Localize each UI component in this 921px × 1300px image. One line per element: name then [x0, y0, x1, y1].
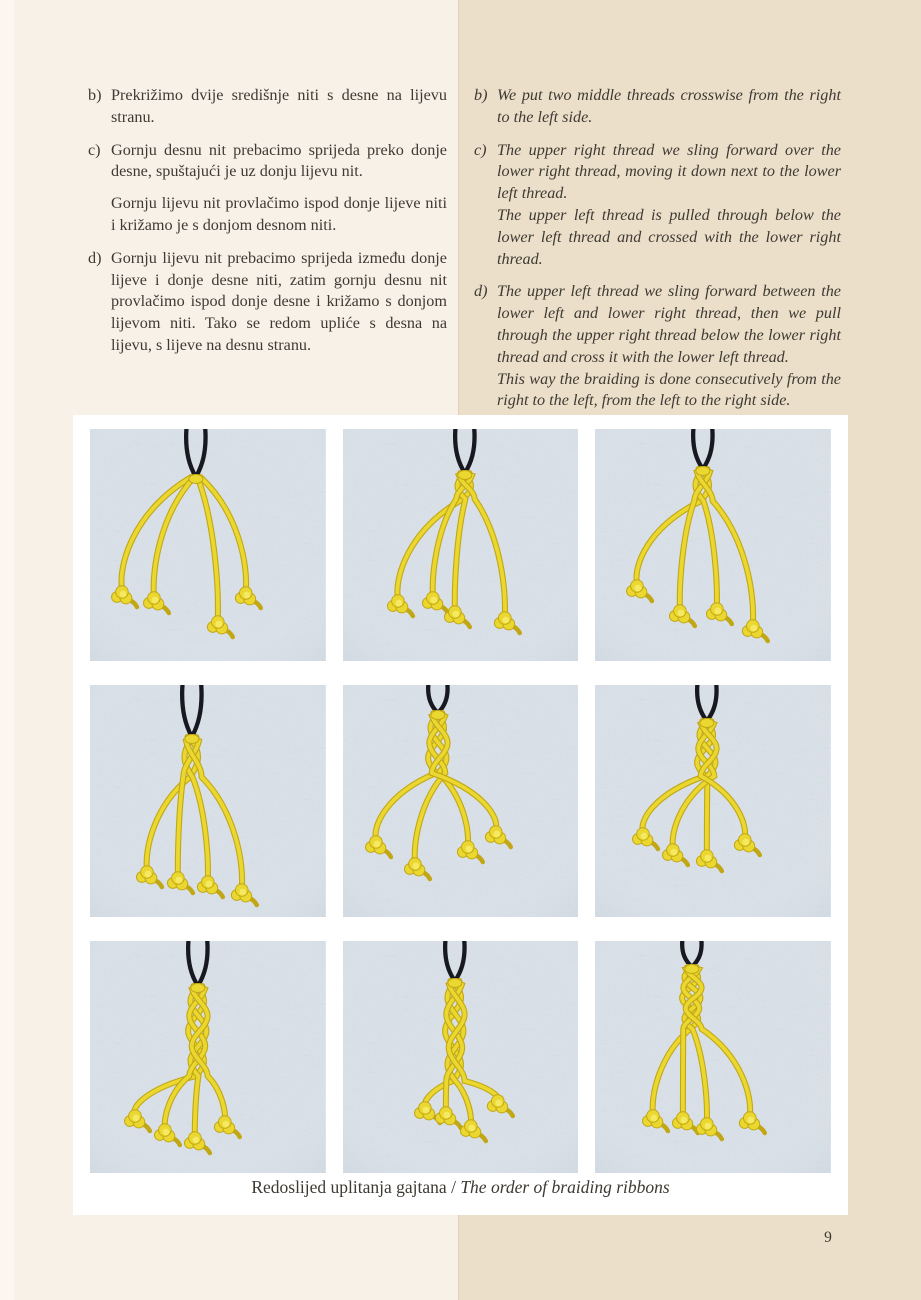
instruction-item-hr-d: [88, 248, 447, 357]
braiding-step-3: [595, 429, 831, 661]
instruction-paragraph: The upper right thread we sling forward over the lower right thread, moving it down next to the lower left thread.: [497, 140, 841, 203]
instruction-paragraph: Gornju lijevu nit prebacimo sprijeda između donje lijeve i donje desne niti, zatim gornju desnu nit provlačimo ispod donje desne i križamo s donjom lijevom niti. Tako se redom upliće s desna na lijevu, s lijeve na desnu stranu.: [111, 248, 447, 354]
instruction-item-en-c: [474, 140, 841, 271]
braiding-step-8: [343, 941, 579, 1173]
instruction-paragraph: Prekrižimo dvije središnje niti s desne na lijevu stranu.: [111, 86, 447, 126]
braiding-step-1: [90, 429, 326, 661]
braiding-step-2: [343, 429, 579, 661]
braiding-step-6: [595, 685, 831, 917]
item-label: c): [474, 140, 487, 159]
instruction-paragraph: Gornju lijevu nit provlačimo ispod donje lijeve niti i križamo je s donjom desnom niti.: [111, 194, 447, 234]
photo-grid: [90, 429, 831, 1173]
item-label: b): [88, 86, 102, 104]
item-label: c): [88, 140, 101, 159]
item-label: d): [474, 282, 488, 301]
instruction-item-hr-b: [88, 85, 447, 129]
instructions-croatian: [88, 85, 447, 368]
item-label: b): [474, 86, 488, 104]
braiding-step-4: [90, 685, 326, 917]
instruction-paragraph: Gornju desnu nit prebacimo sprijeda preko donje desne, spuštajući je uz donju lijevu nit.: [111, 140, 447, 181]
instruction-item-en-b: [474, 85, 841, 129]
instruction-paragraph: The upper left thread we sling forward between the lower left and lower right thread, then we pull through the upper right thread below the lower right thread and cross it with the lower left thread.: [497, 282, 841, 366]
braiding-step-5: [343, 685, 579, 917]
instruction-paragraph: We put two middle threads crosswise from the right to the left side.: [497, 86, 841, 126]
page-left-edge: [0, 0, 14, 1300]
braiding-step-7: [90, 941, 326, 1173]
instruction-paragraph: This way the braiding is done consecutively from the right to the left, from the left to the right side.: [497, 369, 841, 410]
caption-english: The order of braiding ribbons: [460, 1177, 670, 1197]
braiding-step-9: [595, 941, 831, 1173]
caption-croatian: Redoslijed uplitanja gajtana: [251, 1177, 447, 1197]
figure-panel: [73, 415, 848, 1215]
instruction-item-en-d: [474, 281, 841, 412]
page-number: 9: [824, 1229, 832, 1246]
instruction-paragraph: The upper left thread is pulled through below the lower left thread and crossed with the lower right thread.: [497, 205, 841, 268]
caption-separator: /: [446, 1177, 461, 1197]
instructions-english: [474, 85, 841, 423]
figure-caption: [73, 1175, 848, 1199]
item-label: d): [88, 248, 102, 267]
instruction-item-hr-c: [88, 140, 447, 237]
